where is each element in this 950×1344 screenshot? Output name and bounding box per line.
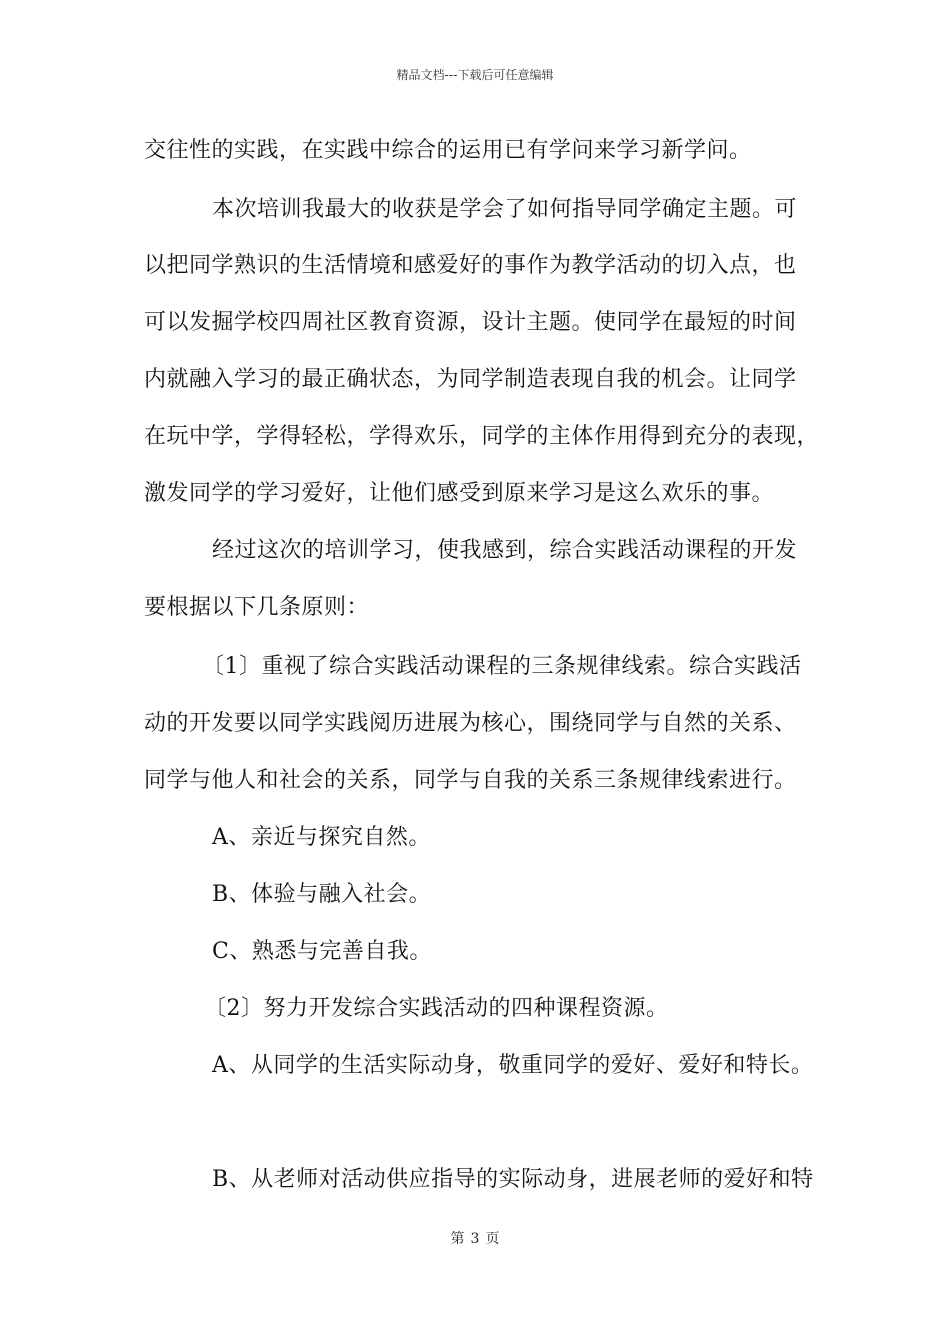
list-item: C、熟悉与完善自我。 xyxy=(212,939,432,964)
paragraph-line: 〔1〕重视了综合实践活动课程的三条规律线索。综合实践活 xyxy=(202,654,802,679)
list-item: A、从同学的生活实际动身，敬重同学的爱好、爱好和特长。 xyxy=(212,1053,814,1078)
page-footer-prefix: 第 xyxy=(450,1231,465,1247)
page-footer xyxy=(0,1228,950,1248)
list-item: A、亲近与探究自然。 xyxy=(212,825,431,850)
paragraph-line: 交往性的实践，在实践中综合的运用已有学问来学习新学问。 xyxy=(144,138,752,163)
paragraph-line: 以把同学熟识的生活情境和感爱好的事作为教学活动的切入点，也 xyxy=(144,253,797,278)
paragraph-line: 动的开发要以同学实践阅历进展为核心，围绕同学与自然的关系、 xyxy=(144,711,797,736)
paragraph-line: 经过这次的培训学习，使我感到，综合实践活动课程的开发 xyxy=(212,538,798,563)
paragraph-line: 同学与他人和社会的关系，同学与自我的关系三条规律线索进行。 xyxy=(144,768,797,793)
paragraph-line: 〔2〕努力开发综合实践活动的四种课程资源。 xyxy=(204,996,669,1021)
list-item: B、从老师对活动供应指导的实际动身，进展老师的爱好和特 xyxy=(212,1167,814,1192)
paragraph-line: 激发同学的学习爱好，让他们感受到原来学习是这么欢乐的事。 xyxy=(144,481,775,506)
page-header: 精品文档---下载后可任意编辑 xyxy=(396,68,554,82)
paragraph-line: 可以发掘学校四周社区教育资源，设计主题。使同学在最短的时间 xyxy=(144,310,797,335)
list-item: B、体验与融入社会。 xyxy=(212,882,432,907)
paragraph-line: 本次培训我最大的收获是学会了如何指导同学确定主题。可 xyxy=(212,197,798,222)
paragraph-line: 在玩中学，学得轻松，学得欢乐，同学的主体作用得到充分的表现， xyxy=(144,424,820,449)
paragraph-line: 内就融入学习的最正确状态，为同学制造表现自我的机会。让同学 xyxy=(144,367,797,392)
paragraph-line: 要根据以下几条原则： xyxy=(144,595,370,620)
page-footer-suffix: 页 xyxy=(485,1231,500,1247)
page-number: 3 xyxy=(470,1231,480,1247)
